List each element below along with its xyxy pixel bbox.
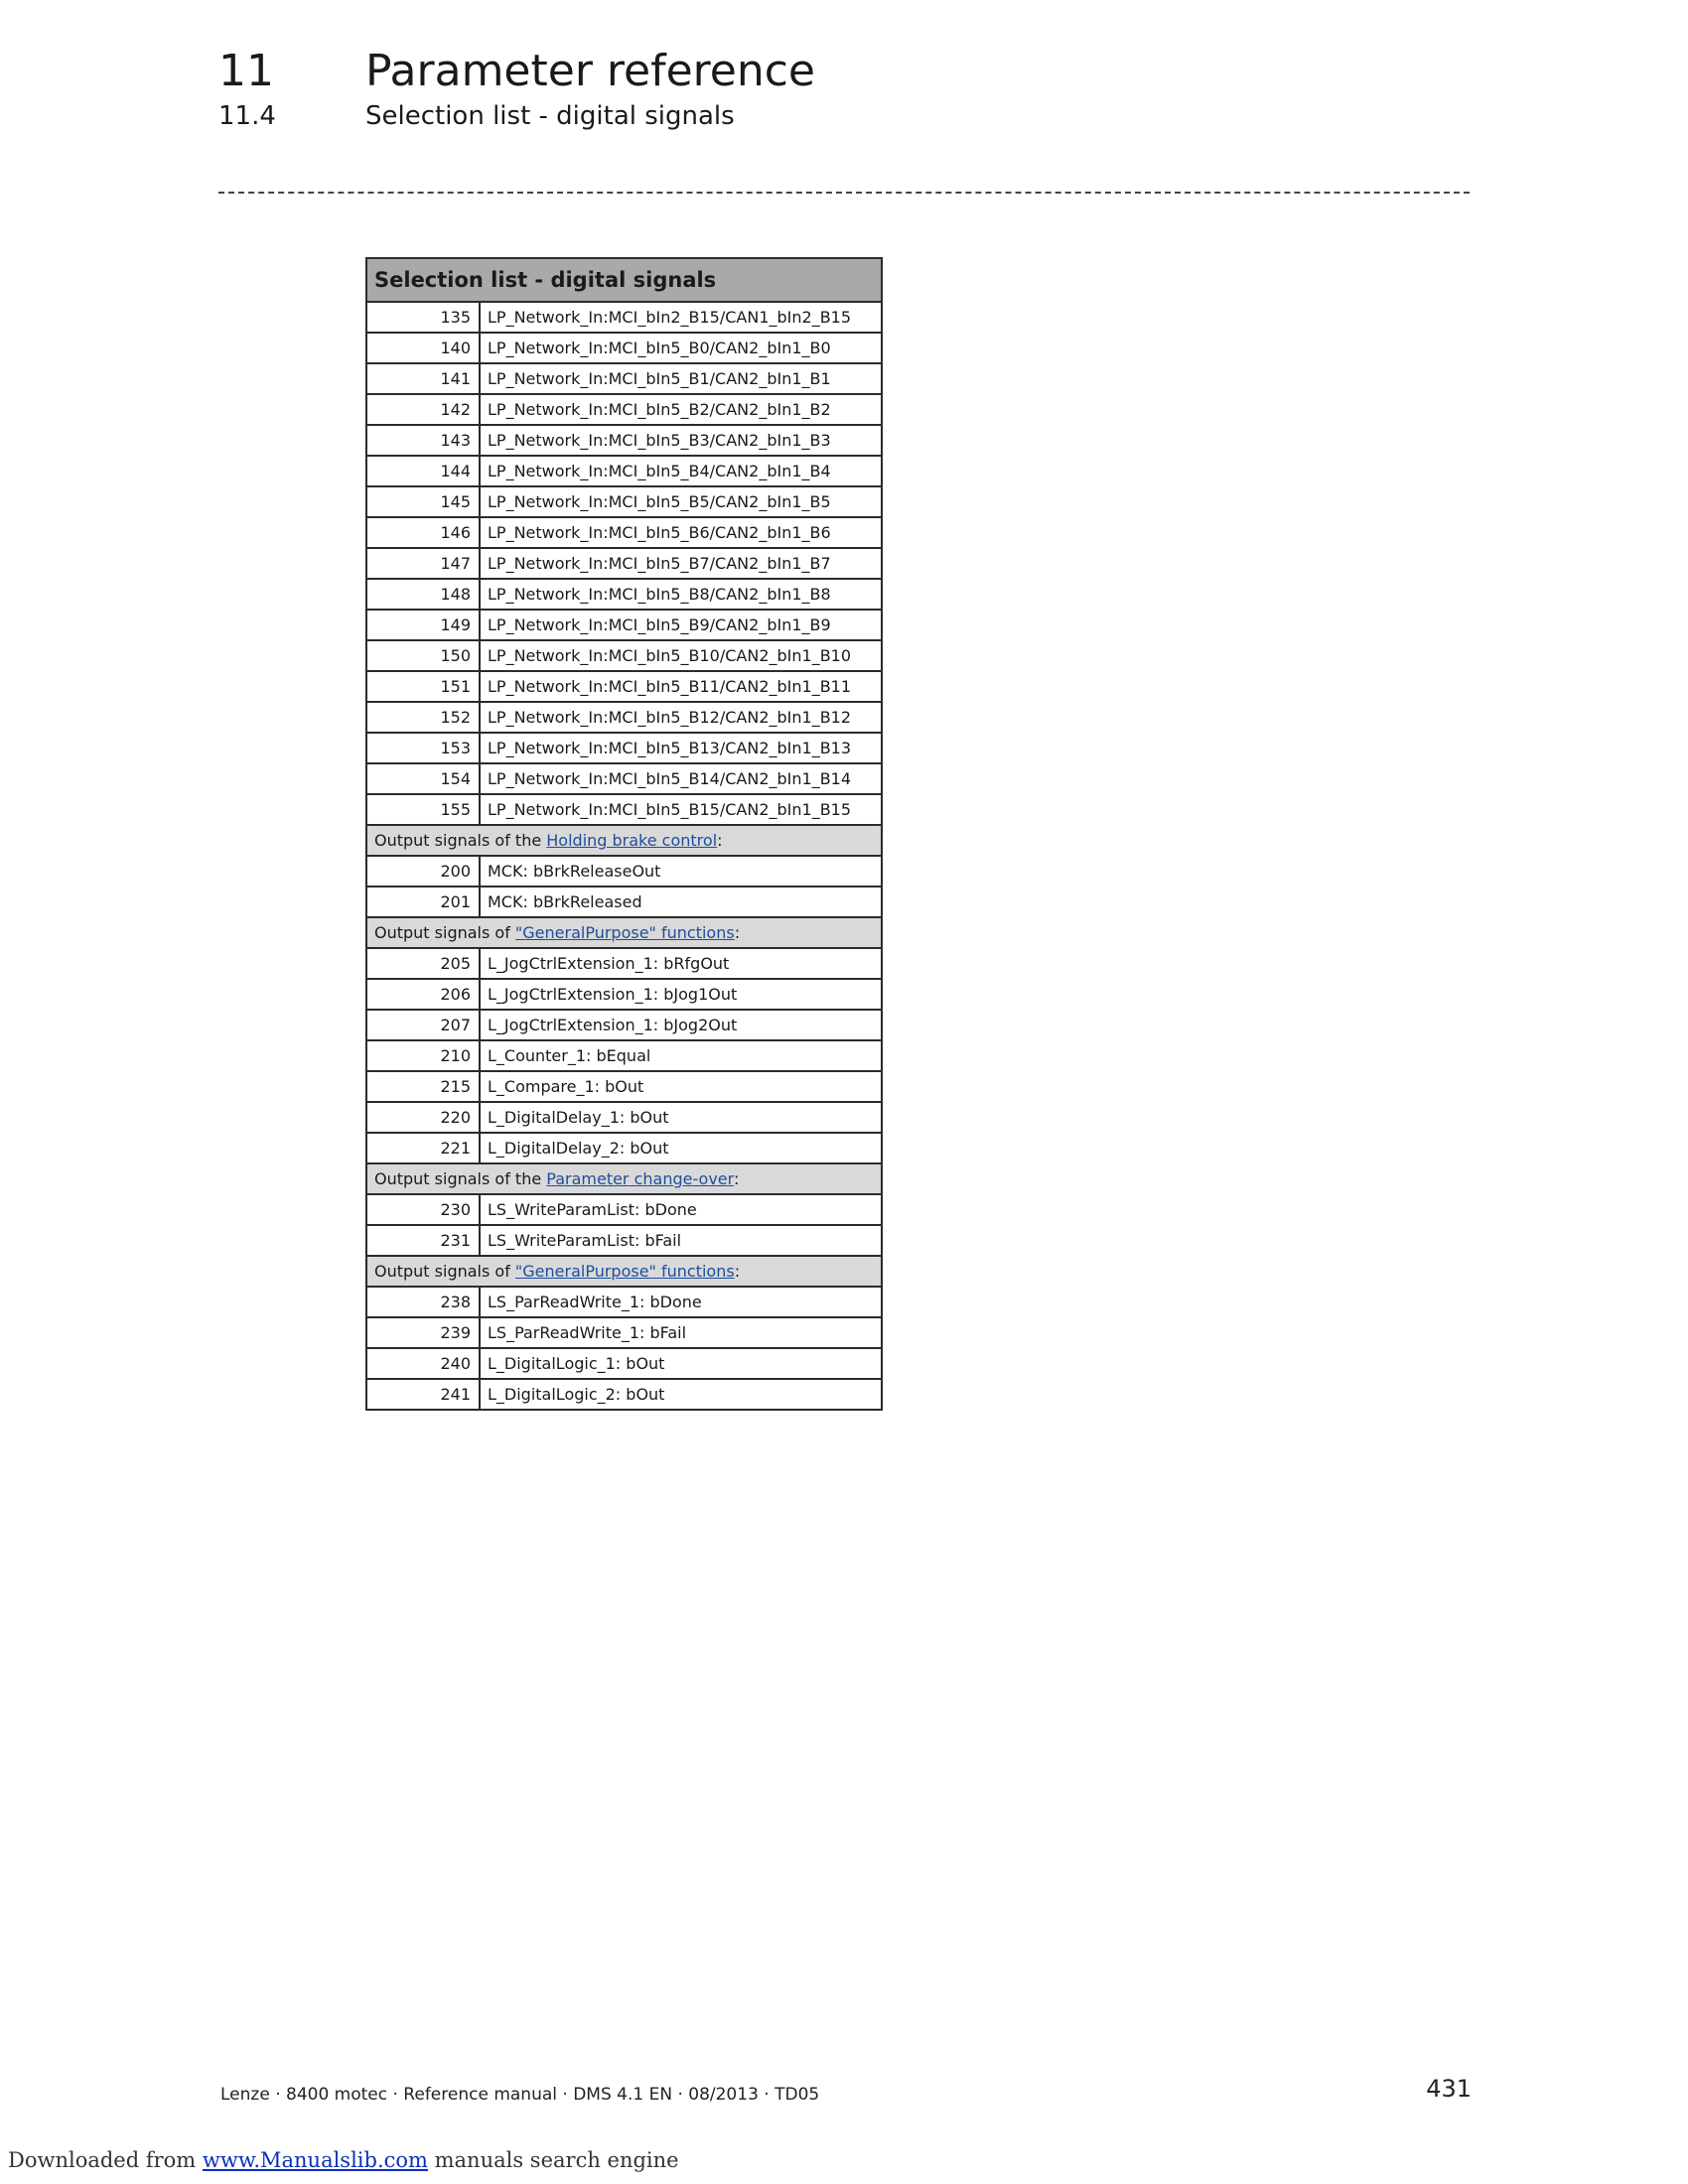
table-body — [366, 302, 882, 1410]
table-row — [366, 456, 882, 486]
signal-number: 206 — [366, 979, 480, 1010]
signal-name: L_DigitalLogic_2: bOut — [480, 1379, 882, 1410]
signal-name: LP_Network_In:MCI_bIn5_B1/CAN2_bIn1_B1 — [480, 363, 882, 394]
signal-number: 142 — [366, 394, 480, 425]
table-row — [366, 1040, 882, 1071]
group-header-link[interactable]: "GeneralPurpose" functions — [514, 1262, 735, 1281]
table-row — [366, 517, 882, 548]
signal-number: 221 — [366, 1133, 480, 1163]
signal-number: 220 — [366, 1102, 480, 1133]
signal-name: LP_Network_In:MCI_bIn5_B11/CAN2_bIn1_B11 — [480, 671, 882, 702]
signal-name: L_JogCtrlExtension_1: bRfgOut — [480, 948, 882, 979]
banner-prefix: Downloaded from — [8, 2148, 203, 2172]
group-header-prefix: Output signals of — [374, 923, 515, 942]
signal-name: LS_WriteParamList: bDone — [480, 1194, 882, 1225]
group-header-cell — [366, 1256, 882, 1287]
table-row — [366, 702, 882, 733]
manualslib-link[interactable]: www.Manualslib.com — [202, 2148, 428, 2172]
signal-number: 152 — [366, 702, 480, 733]
table-row — [366, 486, 882, 517]
signal-number: 144 — [366, 456, 480, 486]
table-row — [366, 671, 882, 702]
signal-number: 151 — [366, 671, 480, 702]
signal-name: LP_Network_In:MCI_bIn5_B3/CAN2_bIn1_B3 — [480, 425, 882, 456]
group-header-suffix: : — [734, 923, 741, 942]
signal-name: LP_Network_In:MCI_bIn5_B5/CAN2_bIn1_B5 — [480, 486, 882, 517]
signal-number: 241 — [366, 1379, 480, 1410]
signal-name: L_Compare_1: bOut — [480, 1071, 882, 1102]
table-row — [366, 856, 882, 887]
signal-number: 239 — [366, 1317, 480, 1348]
table-row — [366, 733, 882, 763]
signal-number: 145 — [366, 486, 480, 517]
group-header-row — [366, 1163, 882, 1194]
group-header-prefix: Output signals of the — [374, 1169, 547, 1188]
group-header-link[interactable]: Holding brake control — [546, 831, 718, 850]
signal-name: MCK: bBrkReleaseOut — [480, 856, 882, 887]
table-row — [366, 333, 882, 363]
signal-name: LP_Network_In:MCI_bIn5_B15/CAN2_bIn1_B15 — [480, 794, 882, 825]
signal-number: 150 — [366, 640, 480, 671]
signal-name: LP_Network_In:MCI_bIn5_B9/CAN2_bIn1_B9 — [480, 610, 882, 640]
signal-number: 135 — [366, 302, 480, 333]
table-row — [366, 1348, 882, 1379]
signal-number: 201 — [366, 887, 480, 917]
chapter-title: Parameter reference — [365, 46, 815, 96]
table-row — [366, 979, 882, 1010]
signal-name: MCK: bBrkReleased — [480, 887, 882, 917]
table-row — [366, 640, 882, 671]
table-row — [366, 1102, 882, 1133]
table-row — [366, 1317, 882, 1348]
signal-name: LP_Network_In:MCI_bIn5_B4/CAN2_bIn1_B4 — [480, 456, 882, 486]
signal-number: 238 — [366, 1287, 480, 1317]
table-row — [366, 610, 882, 640]
table-row — [366, 548, 882, 579]
download-banner — [8, 2148, 679, 2172]
signal-name: LP_Network_In:MCI_bIn2_B15/CAN1_bIn2_B15 — [480, 302, 882, 333]
group-header-prefix: Output signals of the — [374, 831, 547, 850]
table-row — [366, 794, 882, 825]
signal-name: LP_Network_In:MCI_bIn5_B0/CAN2_bIn1_B0 — [480, 333, 882, 363]
header-divider — [218, 192, 1470, 194]
chapter-number: 11 — [218, 46, 274, 96]
signal-number: 230 — [366, 1194, 480, 1225]
selection-table — [365, 257, 883, 1411]
section-title: Selection list - digital signals — [365, 101, 735, 131]
signal-number: 146 — [366, 517, 480, 548]
signal-number: 154 — [366, 763, 480, 794]
table-row — [366, 887, 882, 917]
signal-number: 147 — [366, 548, 480, 579]
signal-number: 240 — [366, 1348, 480, 1379]
table-row — [366, 1287, 882, 1317]
group-header-link[interactable]: Parameter change-over — [546, 1169, 734, 1188]
group-header-suffix: : — [734, 1262, 741, 1281]
group-header-prefix: Output signals of — [374, 1262, 515, 1281]
signal-name: LS_WriteParamList: bFail — [480, 1225, 882, 1256]
signal-number: 153 — [366, 733, 480, 763]
group-header-row — [366, 917, 882, 948]
signal-number: 205 — [366, 948, 480, 979]
signal-number: 140 — [366, 333, 480, 363]
table-row — [366, 394, 882, 425]
signal-name: LP_Network_In:MCI_bIn5_B10/CAN2_bIn1_B10 — [480, 640, 882, 671]
footer-text: Lenze · 8400 motec · Reference manual · DMS 4.1 EN · 08/2013 · TD05 — [220, 2085, 820, 2105]
signal-name: LP_Network_In:MCI_bIn5_B2/CAN2_bIn1_B2 — [480, 394, 882, 425]
group-header-cell — [366, 825, 882, 856]
signal-number: 200 — [366, 856, 480, 887]
table-row — [366, 763, 882, 794]
table-row — [366, 363, 882, 394]
signal-number: 148 — [366, 579, 480, 610]
signal-name: L_Counter_1: bEqual — [480, 1040, 882, 1071]
table-row — [366, 1379, 882, 1410]
group-header-row — [366, 825, 882, 856]
table-row — [366, 425, 882, 456]
banner-suffix: manuals search engine — [427, 2148, 679, 2172]
table-row — [366, 1133, 882, 1163]
signal-name: LP_Network_In:MCI_bIn5_B13/CAN2_bIn1_B13 — [480, 733, 882, 763]
group-header-cell — [366, 917, 882, 948]
group-header-suffix: : — [717, 831, 723, 850]
signal-name: LP_Network_In:MCI_bIn5_B12/CAN2_bIn1_B12 — [480, 702, 882, 733]
signal-name: LS_ParReadWrite_1: bFail — [480, 1317, 882, 1348]
signal-number: 143 — [366, 425, 480, 456]
table-row — [366, 1010, 882, 1040]
signal-name: L_DigitalLogic_1: bOut — [480, 1348, 882, 1379]
signal-name: LP_Network_In:MCI_bIn5_B8/CAN2_bIn1_B8 — [480, 579, 882, 610]
signal-name: LS_ParReadWrite_1: bDone — [480, 1287, 882, 1317]
signal-name: LP_Network_In:MCI_bIn5_B14/CAN2_bIn1_B14 — [480, 763, 882, 794]
table-title: Selection list - digital signals — [366, 258, 882, 302]
table-row — [366, 1225, 882, 1256]
group-header-cell — [366, 1163, 882, 1194]
signal-number: 215 — [366, 1071, 480, 1102]
section-number: 11.4 — [218, 101, 276, 131]
signal-name: L_JogCtrlExtension_1: bJog1Out — [480, 979, 882, 1010]
table-row — [366, 579, 882, 610]
table-row — [366, 948, 882, 979]
signal-number: 149 — [366, 610, 480, 640]
table-row — [366, 302, 882, 333]
page-number: 431 — [1426, 2075, 1472, 2103]
signal-name: L_JogCtrlExtension_1: bJog2Out — [480, 1010, 882, 1040]
signal-name: L_DigitalDelay_1: bOut — [480, 1102, 882, 1133]
signal-name: LP_Network_In:MCI_bIn5_B7/CAN2_bIn1_B7 — [480, 548, 882, 579]
signal-number: 141 — [366, 363, 480, 394]
group-header-suffix: : — [733, 1169, 740, 1188]
signal-number: 207 — [366, 1010, 480, 1040]
table-row — [366, 1194, 882, 1225]
signal-number: 155 — [366, 794, 480, 825]
table-row — [366, 1071, 882, 1102]
signal-number: 210 — [366, 1040, 480, 1071]
signal-name: LP_Network_In:MCI_bIn5_B6/CAN2_bIn1_B6 — [480, 517, 882, 548]
signal-number: 231 — [366, 1225, 480, 1256]
group-header-row — [366, 1256, 882, 1287]
signal-name: L_DigitalDelay_2: bOut — [480, 1133, 882, 1163]
group-header-link[interactable]: "GeneralPurpose" functions — [514, 923, 735, 942]
